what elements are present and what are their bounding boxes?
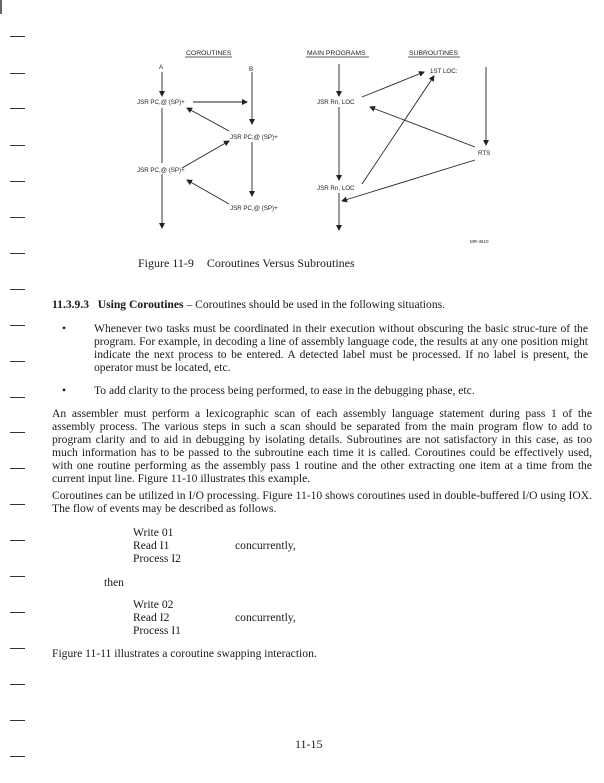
arrow-to-b2: [182, 141, 229, 168]
coroutine-call-2: JSR PC,@ (SP)+: [230, 134, 278, 141]
bullet-dot: •: [62, 322, 67, 335]
label-b: B: [249, 66, 254, 73]
margin-tick: [10, 612, 25, 613]
flow-group-2: [133, 598, 181, 637]
flow-step: Read I1: [133, 539, 170, 552]
bullet-text: Whenever two tasks must be coordinated in their execution without obscuring the basic struc-ture of the program. For example, in decoding a line of assembly language code, the results at any one position might indicate the next process to be entered. A detected label must be processed. If no label is present, the operator must be located, etc.: [94, 322, 588, 374]
arrow-call-1: [362, 72, 424, 97]
figure-number: Figure 11-9: [138, 256, 194, 270]
section-number: 11.3.9.3: [52, 298, 90, 311]
subroutine-entry: 1ST LOC:: [430, 68, 458, 75]
label-a: A: [159, 64, 164, 71]
coroutine-call-1: JSR PC,@ (SP)+: [137, 99, 185, 106]
heading-subroutines: SUBROUTINES: [409, 50, 459, 57]
section-intro: – Coroutines should be used in the following situations.: [183, 298, 446, 311]
section-title: Using Coroutines: [97, 298, 184, 311]
margin-tick: [10, 504, 25, 505]
flow-step: Read I2: [133, 611, 170, 624]
flow-group-1: [133, 526, 181, 565]
arrow-back-to-a2: [187, 180, 229, 204]
section-heading: [52, 298, 592, 311]
margin-tick: [10, 361, 25, 362]
arrow-return-1: [370, 107, 475, 147]
margin-tick: [10, 648, 25, 649]
margin-tick: [10, 397, 25, 398]
margin-tick: [10, 756, 25, 757]
arrow-return-2: [342, 160, 475, 201]
main-call-1: JSR Rn, LOC: [317, 99, 355, 106]
main-call-2: JSR Rn, LOC: [317, 185, 355, 192]
figure-caption: [138, 256, 355, 271]
closing-sentence: Figure 11-11 illustrates a coroutine swapping interaction.: [52, 647, 317, 660]
coroutine-call-4: JSR PC,@ (SP)+: [230, 205, 278, 212]
subroutine-rts: RTS: [478, 150, 491, 157]
flow-note-2: concurrently,: [235, 611, 296, 624]
paragraph: An assembler must perform a lexicographic scan of each assembly language statement during pass 1 of the assembly process. The various steps in such a scan should be separated from the main program flow to add to program clarity and to aid in debugging by isolating details. Subroutines are not satisfactory in this case, as too much information has to be passed to the subroutine each time it is called. Coroutines could be effectively used, with one routine performing as the assembly pass 1 routine and the other extracting one item at a time from the current input line. Figure 11-10 illustrates this example.: [52, 407, 592, 485]
coroutine-call-3: JSR PC,@ (SP)+: [137, 167, 185, 174]
heading-coroutines: COROUTINES: [186, 50, 232, 57]
figure-id: MR-3610: [470, 239, 489, 244]
margin-tick: [10, 576, 25, 577]
figure-title: Coroutines Versus Subroutines: [206, 256, 355, 270]
flow-note-1: concurrently,: [235, 539, 296, 552]
arrow-back-to-a: [187, 108, 229, 131]
flow-step: Write 01: [133, 526, 174, 539]
heading-main-programs: MAIN PROGRAMS: [307, 50, 366, 57]
margin-tick: [10, 684, 25, 685]
margin-tick: [10, 289, 25, 290]
flow-step: Process I2: [133, 552, 181, 565]
flow-then: then: [104, 576, 124, 589]
page-number: 11-15: [295, 737, 323, 751]
margin-tick: [10, 325, 25, 326]
coroutines-vs-subroutines-diagram: [0, 0, 604, 250]
bullet-dot: •: [62, 384, 67, 397]
margin-tick: [10, 432, 25, 433]
margin-tick: [10, 720, 25, 721]
margin-tick: [10, 540, 25, 541]
flow-step: Write 02: [133, 598, 174, 611]
margin-tick: [10, 253, 25, 254]
margin-tick: [10, 468, 25, 469]
paragraph: Coroutines can be utilized in I/O processing. Figure 11-10 shows coroutines used in double-buffered I/O using IOX. The flow of events may be described as follows.: [52, 489, 592, 515]
bullet-text: To add clarity to the process being performed, to ease in the debugging phase, etc.: [94, 384, 475, 397]
flow-step: Process I1: [133, 624, 181, 637]
